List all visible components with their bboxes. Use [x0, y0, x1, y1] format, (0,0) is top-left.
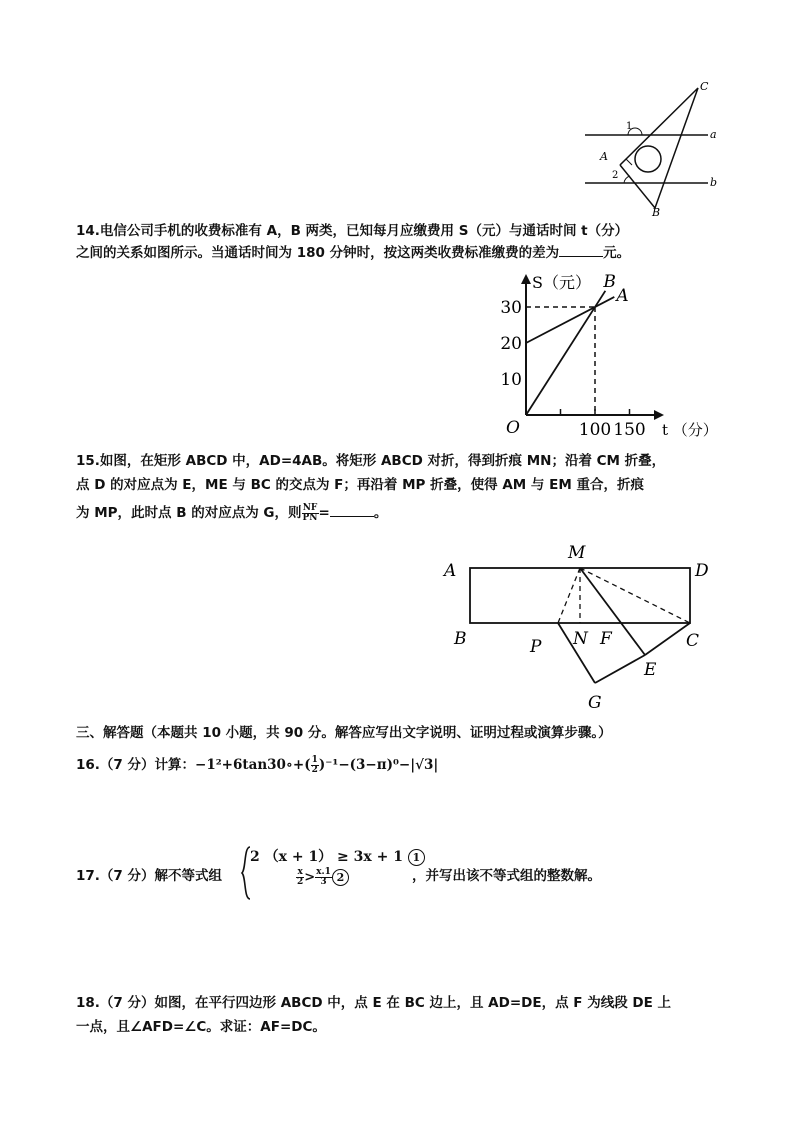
fig13-parallel-lines-diagram: [580, 78, 730, 222]
label-G: G: [588, 693, 602, 713]
fee-chart: [498, 270, 723, 442]
label-F: F: [600, 629, 612, 649]
question-14-end: 元。: [603, 245, 631, 261]
question-17-suffix: ，并写出该不等式组的整数解。: [412, 868, 601, 884]
question-18-line-2: 一点，且∠AFD=∠C。求证：AF=DC。: [76, 1019, 326, 1035]
y-axis-arrow-icon: [521, 274, 531, 284]
label-angle-1: 1: [626, 121, 633, 132]
label-a: a: [710, 128, 717, 141]
fraction-numerator: x: [297, 867, 303, 877]
circled-1: 1: [408, 849, 425, 866]
rhs-fraction: [315, 868, 332, 887]
series-label-B: B: [603, 271, 616, 292]
label-A: A: [600, 150, 608, 163]
label-B: B: [454, 629, 467, 649]
series-line-B: [526, 291, 605, 415]
fraction-denominator: 2: [297, 877, 304, 887]
answer-blank[interactable]: [330, 502, 374, 517]
question-16-prefix: 16.（7 分）计算：: [76, 757, 196, 773]
label-A: A: [444, 561, 457, 581]
label-P: P: [530, 637, 542, 657]
label-c: C: [700, 80, 709, 93]
x-axis-label: t （分）: [662, 421, 718, 439]
label-N: N: [573, 629, 588, 649]
question-14-line-1: 14.电信公司手机的收费标准有 A，B 两类，已知每月应缴费用 S（元）与通话时间 t（分）: [76, 223, 629, 239]
greater-than: >: [304, 870, 316, 885]
ratio-fraction: [302, 504, 319, 523]
label-b: b: [710, 176, 718, 189]
label-angle-2: 2: [612, 170, 619, 181]
expression-part-b: )⁻¹−(3−π)⁰−|√3|: [318, 757, 439, 773]
fig15-rectangle-fold-diagram: [440, 540, 725, 718]
inequality-1: [250, 846, 425, 866]
label-D: D: [695, 561, 709, 581]
series-line-A: [526, 297, 614, 343]
question-15-line-2: 点 D 的对应点为 E，ME 与 BC 的交点为 F；再沿着 MP 折叠，使得 AM 与 EM 重合，折痕: [76, 477, 644, 493]
question-14-line-2: [76, 240, 630, 266]
question-15-text: 为 MP，此时点 B 的对应点为 G，则: [76, 505, 302, 521]
answer-blank[interactable]: [559, 242, 603, 257]
fraction-numerator: NF: [302, 502, 318, 513]
question-15-line-3: [76, 500, 387, 526]
section-3-heading: 三、解答题（本题共 10 小题，共 90 分。解答应写出文字说明、证明过程或演算步骤。）: [76, 725, 612, 741]
question-17-prefix: 17.（7 分）解不等式组: [76, 868, 223, 884]
fraction-denominator: 2: [311, 764, 318, 775]
y-tick-label-10: 10: [500, 370, 522, 390]
question-15-end: 。: [373, 505, 388, 521]
question-15-line-1: 15.如图，在矩形 ABCD 中，AD=4AB。将矩形 ABCD 对折，得到折痕 MN；沿着 CM 折叠，: [76, 453, 666, 469]
y-tick-label-20: 20: [500, 334, 522, 354]
fraction-numerator: x.1: [316, 867, 331, 877]
question-16: [76, 752, 438, 778]
expression-part-a: −1²+6tan30∘+(: [195, 757, 311, 773]
x-tick-label-100: 100: [578, 420, 612, 440]
series-label-A: A: [616, 285, 629, 306]
half-fraction: [311, 756, 319, 775]
y-tick-label-30: 30: [500, 298, 522, 318]
equals-sign: =: [318, 505, 330, 521]
inequality-1-text: 2 （x + 1） ≥ 3x + 1: [250, 849, 403, 865]
label-C: C: [686, 631, 700, 651]
label-B: B: [652, 206, 661, 219]
inequality-2: [296, 868, 349, 887]
y-axis-label: S（元）: [532, 273, 591, 292]
label-E: E: [644, 660, 657, 680]
fraction-denominator: 3: [320, 877, 327, 887]
fraction-numerator: 1: [311, 754, 318, 765]
label-M: M: [568, 543, 586, 563]
question-18-line-1: 18.（7 分）如图，在平行四边形 ABCD 中，点 E 在 BC 边上，且 AD=DE，点 F 为线段 DE 上: [76, 995, 672, 1011]
fraction-denominator: PN: [302, 512, 318, 523]
origin-label: O: [506, 418, 520, 438]
x-tick-label-150: 150: [613, 420, 646, 440]
circled-2: 2: [332, 869, 349, 886]
x-axis-arrow-icon: [654, 410, 664, 420]
question-14-text: 之间的关系如图所示。当通话时间为 180 分钟时，按这两类收费标准缴费的差为: [76, 245, 560, 261]
